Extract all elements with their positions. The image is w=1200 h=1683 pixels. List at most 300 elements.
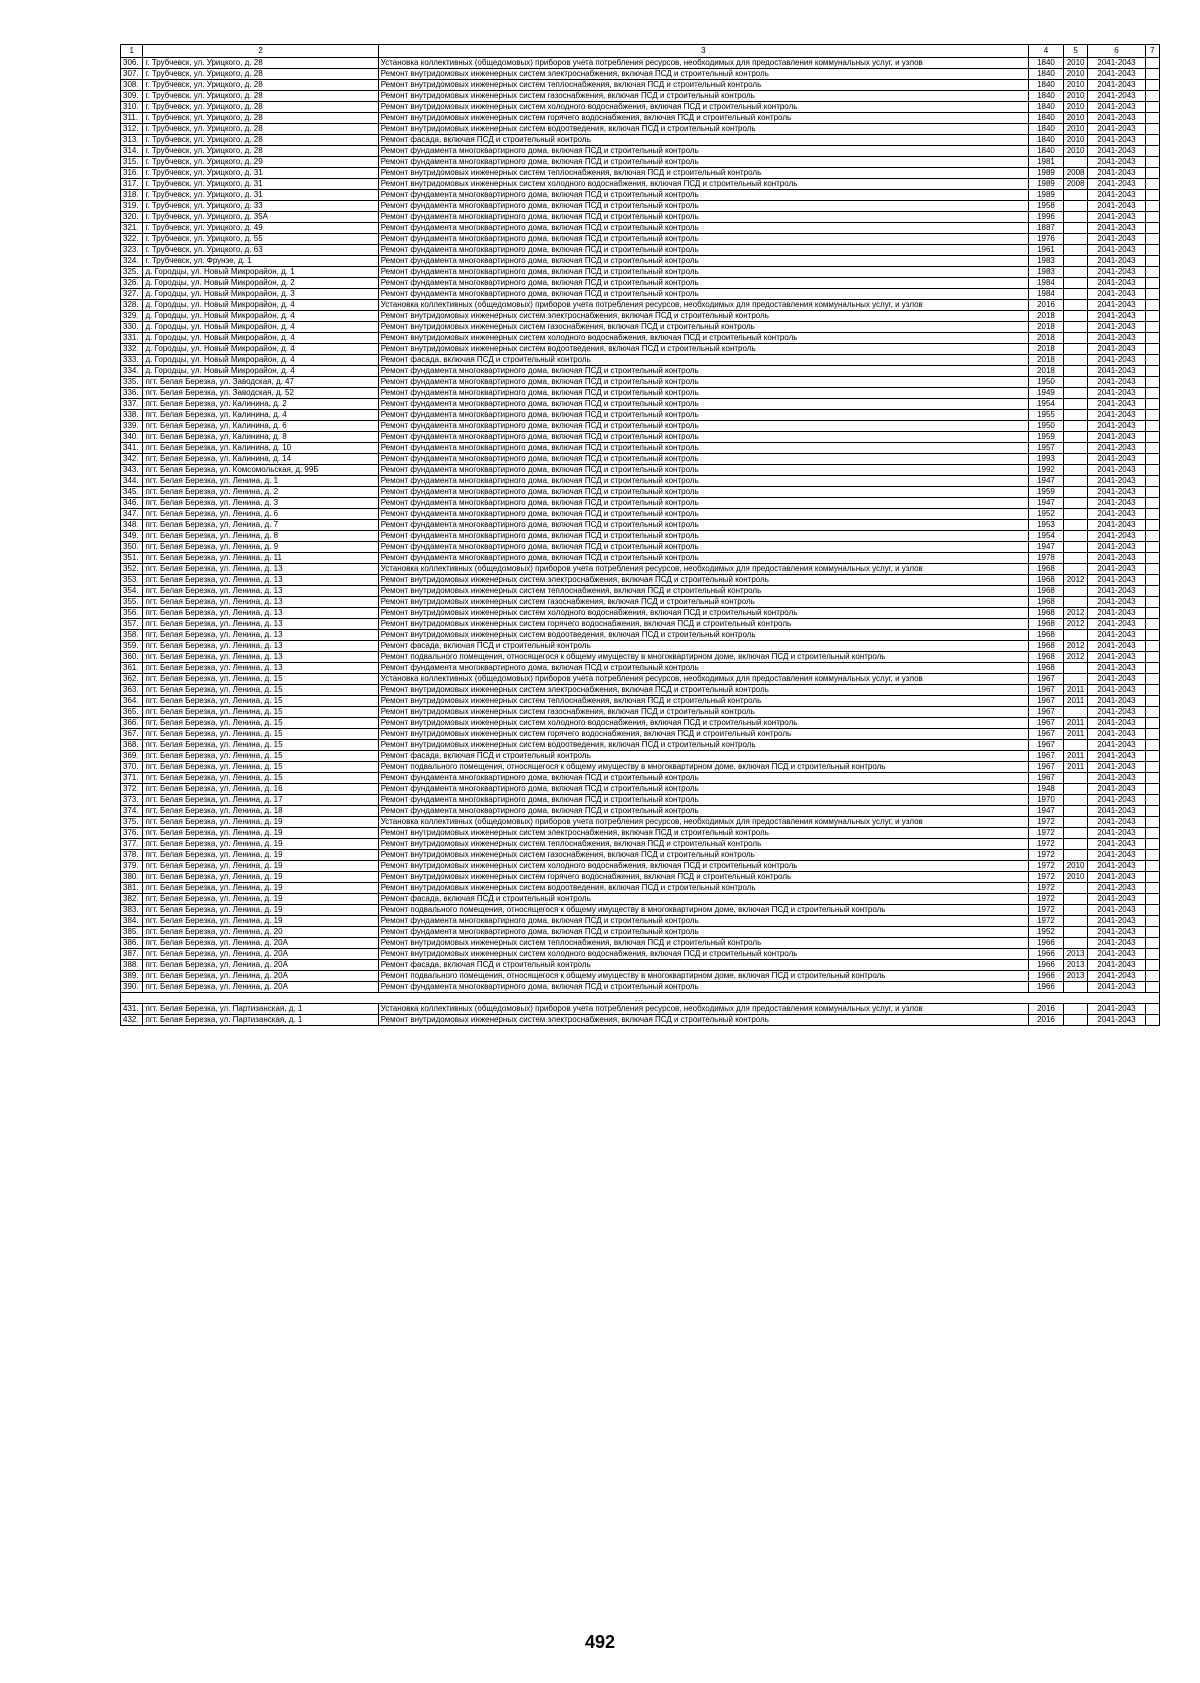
address-cell: пгт. Белая Березка, ул. Ленина, д. 13 [143,619,378,630]
work-type-cell: Ремонт внутридомовых инженерных систем электроснабжения, включая ПСД и строительный контроль [378,828,1028,839]
work-type-cell: Ремонт фундамента многоквартирного дома, включая ПСД и строительный контроль [378,520,1028,531]
year-built-cell: 1983 [1029,256,1064,267]
address-cell: пгт. Белая Березка, ул. Ленина, д. 15 [143,729,378,740]
row-number: 344. [121,476,143,487]
planned-period-cell: 2041-2043 [1088,311,1145,322]
address-cell: г. Трубчевск, ул. Урицкого, д. 29 [143,157,378,168]
planned-period-cell: 2041-2043 [1088,190,1145,201]
work-type-cell: Ремонт фасада, включая ПСД и строительный контроль [378,751,1028,762]
blank-cell [1145,344,1159,355]
blank-cell [1145,960,1159,971]
row-number: 328. [121,300,143,311]
column-header: 5 [1063,45,1088,58]
row-number: 379. [121,861,143,872]
row-number: 334. [121,366,143,377]
work-type-cell: Ремонт фундамента многоквартирного дома, включая ПСД и строительный контроль [378,454,1028,465]
blank-cell [1145,289,1159,300]
planned-period-cell: 2041-2043 [1088,465,1145,476]
address-cell: г. Трубчевск, ул. Урицкого, д. 28 [143,124,378,135]
year-built-cell: 1952 [1029,927,1064,938]
table-row [121,498,1160,509]
blank-cell [1145,597,1159,608]
repair-year-cell [1063,322,1088,333]
table-row [121,443,1160,454]
work-type-cell: Установка коллективных (общедомовых) приборов учета потребления ресурсов, необходимых для предоставления коммунальных услуг, и узлов [378,564,1028,575]
repair-year-cell: 2012 [1063,619,1088,630]
work-type-cell: Установка коллективных (общедомовых) приборов учета потребления ресурсов, необходимых для предоставления коммунальных услуг, и узлов [378,58,1028,69]
repair-year-cell [1063,487,1088,498]
year-built-cell: 2016 [1029,300,1064,311]
table-row [121,960,1160,971]
blank-cell [1145,1004,1159,1015]
table-row [121,135,1160,146]
planned-period-cell: 2041-2043 [1088,377,1145,388]
table-row [121,850,1160,861]
blank-cell [1145,333,1159,344]
row-number: 321. [121,223,143,234]
table-row [121,828,1160,839]
repair-year-cell [1063,289,1088,300]
planned-period-cell: 2041-2043 [1088,982,1145,993]
address-cell: пгт. Белая Березка, ул. Ленина, д. 20А [143,960,378,971]
address-cell: пгт. Белая Березка, ул. Калинина, д. 10 [143,443,378,454]
address-cell: пгт. Белая Березка, ул. Ленина, д. 13 [143,597,378,608]
planned-period-cell: 2041-2043 [1088,751,1145,762]
work-type-cell: Ремонт фундамента многоквартирного дома, включая ПСД и строительный контроль [378,421,1028,432]
year-built-cell: 2016 [1029,1004,1064,1015]
repair-year-cell [1063,916,1088,927]
table-row [121,69,1160,80]
year-built-cell: 2016 [1029,1015,1064,1026]
blank-cell [1145,861,1159,872]
work-type-cell: Ремонт фундамента многоквартирного дома, включая ПСД и строительный контроль [378,443,1028,454]
table-row [121,399,1160,410]
blank-cell [1145,498,1159,509]
blank-cell [1145,245,1159,256]
table-row [121,597,1160,608]
year-built-cell: 1947 [1029,498,1064,509]
year-built-cell: 1996 [1029,212,1064,223]
planned-period-cell: 2041-2043 [1088,432,1145,443]
row-number: 383. [121,905,143,916]
planned-period-cell: 2041-2043 [1088,696,1145,707]
table-row [121,476,1160,487]
planned-period-cell: 2041-2043 [1088,806,1145,817]
planned-period-cell: 2041-2043 [1088,773,1145,784]
work-type-cell: Ремонт внутридомовых инженерных систем горячего водоснабжения, включая ПСД и строительный контроль [378,729,1028,740]
work-type-cell: Ремонт фундамента многоквартирного дома, включая ПСД и строительный контроль [378,795,1028,806]
planned-period-cell: 2041-2043 [1088,762,1145,773]
year-built-cell: 1968 [1029,619,1064,630]
row-number: 363. [121,685,143,696]
address-cell: д. Городцы, ул. Новый Микрорайон, д. 4 [143,300,378,311]
table-row [121,542,1160,553]
table-row [121,564,1160,575]
table-row [121,146,1160,157]
column-header: 3 [378,45,1028,58]
address-cell: пгт. Белая Березка, ул. Калинина, д. 4 [143,410,378,421]
work-type-cell: Установка коллективных (общедомовых) приборов учета потребления ресурсов, необходимых для предоставления коммунальных услуг, и узлов [378,674,1028,685]
address-cell: г. Трубчевск, ул. Урицкого, д. 31 [143,190,378,201]
work-type-cell: Ремонт фундамента многоквартирного дома, включая ПСД и строительный контроль [378,553,1028,564]
year-built-cell: 2018 [1029,311,1064,322]
blank-cell [1145,223,1159,234]
repair-year-cell: 2010 [1063,102,1088,113]
address-cell: пгт. Белая Березка, ул. Заводская, д. 52 [143,388,378,399]
year-built-cell: 1972 [1029,817,1064,828]
row-number: 355. [121,597,143,608]
blank-cell [1145,311,1159,322]
repair-year-cell: 2013 [1063,960,1088,971]
repair-year-cell [1063,564,1088,575]
table-row [121,388,1160,399]
table-row [121,333,1160,344]
blank-cell [1145,916,1159,927]
table-row [121,234,1160,245]
work-type-cell: Ремонт внутридомовых инженерных систем водоотведения, включая ПСД и строительный контроль [378,124,1028,135]
table-row [121,377,1160,388]
blank-cell [1145,817,1159,828]
row-number: 352. [121,564,143,575]
repair-year-cell [1063,377,1088,388]
address-cell: г. Трубчевск, ул. Урицкого, д. 28 [143,91,378,102]
year-built-cell: 1972 [1029,828,1064,839]
year-built-cell: 1949 [1029,388,1064,399]
address-cell: пгт. Белая Березка, ул. Калинина, д. 2 [143,399,378,410]
address-cell: д. Городцы, ул. Новый Микрорайон, д. 2 [143,278,378,289]
work-type-cell: Ремонт фундамента многоквартирного дома, включая ПСД и строительный контроль [378,256,1028,267]
planned-period-cell: 2041-2043 [1088,872,1145,883]
planned-period-cell: 2041-2043 [1088,531,1145,542]
blank-cell [1145,234,1159,245]
year-built-cell: 1968 [1029,597,1064,608]
work-type-cell: Ремонт подвального помещения, относящегося к общему имуществу в многоквартирном доме, включая ПСД и строительный контроль [378,652,1028,663]
blank-cell [1145,157,1159,168]
work-type-cell: Ремонт фундамента многоквартирного дома, включая ПСД и строительный контроль [378,201,1028,212]
blank-cell [1145,762,1159,773]
table-row [121,410,1160,421]
planned-period-cell: 2041-2043 [1088,564,1145,575]
address-cell: пгт. Белая Березка, ул. Ленина, д. 9 [143,542,378,553]
year-built-cell: 1984 [1029,278,1064,289]
repair-year-cell: 2012 [1063,652,1088,663]
table-row [121,168,1160,179]
row-number: 378. [121,850,143,861]
work-type-cell: Ремонт внутридомовых инженерных систем холодного водоснабжения, включая ПСД и строительный контроль [378,718,1028,729]
address-cell: г. Трубчевск, ул. Урицкого, д. 28 [143,146,378,157]
work-type-cell: Ремонт фундамента многоквартирного дома, включая ПСД и строительный контроль [378,916,1028,927]
address-cell: г. Трубчевск, ул. Урицкого, д. 31 [143,168,378,179]
work-type-cell: Ремонт фундамента многоквартирного дома, включая ПСД и строительный контроль [378,509,1028,520]
address-cell: пгт. Белая Березка, ул. Ленина, д. 15 [143,674,378,685]
blank-cell [1145,443,1159,454]
year-built-cell: 1968 [1029,564,1064,575]
row-number: 360. [121,652,143,663]
repair-year-cell [1063,366,1088,377]
blank-cell [1145,300,1159,311]
repair-year-cell: 2012 [1063,608,1088,619]
planned-period-cell: 2041-2043 [1088,916,1145,927]
row-number: 316. [121,168,143,179]
planned-period-cell: 2041-2043 [1088,597,1145,608]
repair-year-cell [1063,201,1088,212]
planned-period-cell: 2041-2043 [1088,443,1145,454]
year-built-cell: 1952 [1029,509,1064,520]
address-cell: пгт. Белая Березка, ул. Ленина, д. 20А [143,971,378,982]
work-type-cell: Ремонт фундамента многоквартирного дома, включая ПСД и строительный контроль [378,487,1028,498]
blank-cell [1145,696,1159,707]
repair-year-cell [1063,707,1088,718]
row-number: 306. [121,58,143,69]
row-number: 319. [121,201,143,212]
omitted-rows-marker: … [121,993,1160,1004]
blank-cell [1145,729,1159,740]
address-cell: пгт. Белая Березка, ул. Ленина, д. 19 [143,828,378,839]
table-row [121,509,1160,520]
row-number: 312. [121,124,143,135]
work-type-cell: Ремонт фундамента многоквартирного дома, включая ПСД и строительный контроль [378,388,1028,399]
year-built-cell: 1840 [1029,69,1064,80]
address-cell: пгт. Белая Березка, ул. Ленина, д. 15 [143,762,378,773]
repair-year-cell [1063,553,1088,564]
address-cell: пгт. Белая Березка, ул. Партизанская, д. 1 [143,1015,378,1026]
repair-year-cell: 2012 [1063,641,1088,652]
blank-cell [1145,355,1159,366]
planned-period-cell: 2041-2043 [1088,971,1145,982]
blank-cell [1145,278,1159,289]
row-number: 322. [121,234,143,245]
table-row [121,784,1160,795]
blank-cell [1145,894,1159,905]
planned-period-cell: 2041-2043 [1088,652,1145,663]
work-type-cell: Ремонт фундамента многоквартирного дома, включая ПСД и строительный контроль [378,234,1028,245]
column-header: 1 [121,45,143,58]
address-cell: пгт. Белая Березка, ул. Ленина, д. 17 [143,795,378,806]
repair-year-cell: 2010 [1063,124,1088,135]
blank-cell [1145,553,1159,564]
year-built-cell: 1967 [1029,751,1064,762]
address-cell: пгт. Белая Березка, ул. Калинина, д. 14 [143,454,378,465]
planned-period-cell: 2041-2043 [1088,80,1145,91]
repair-year-cell [1063,531,1088,542]
address-cell: пгт. Белая Березка, ул. Ленина, д. 8 [143,531,378,542]
year-built-cell: 1840 [1029,135,1064,146]
blank-cell [1145,795,1159,806]
address-cell: пгт. Белая Березка, ул. Ленина, д. 19 [143,872,378,883]
address-cell: пгт. Белая Березка, ул. Ленина, д. 15 [143,751,378,762]
repair-year-cell [1063,795,1088,806]
planned-period-cell: 2041-2043 [1088,454,1145,465]
capital-repair-table [120,44,1160,1026]
row-number: 345. [121,487,143,498]
blank-cell [1145,872,1159,883]
repair-year-cell [1063,300,1088,311]
planned-period-cell: 2041-2043 [1088,366,1145,377]
blank-cell [1145,190,1159,201]
address-cell: пгт. Белая Березка, ул. Ленина, д. 20А [143,949,378,960]
row-number: 327. [121,289,143,300]
blank-cell [1145,135,1159,146]
work-type-cell: Ремонт фундамента многоквартирного дома, включая ПСД и строительный контроль [378,432,1028,443]
year-built-cell: 1968 [1029,641,1064,652]
repair-year-cell [1063,344,1088,355]
address-cell: пгт. Белая Березка, ул. Ленина, д. 15 [143,773,378,784]
work-type-cell: Ремонт внутридомовых инженерных систем водоотведения, включая ПСД и строительный контроль [378,883,1028,894]
blank-cell [1145,982,1159,993]
repair-year-cell: 2010 [1063,69,1088,80]
planned-period-cell: 2041-2043 [1088,575,1145,586]
row-number: 384. [121,916,143,927]
work-type-cell: Ремонт внутридомовых инженерных систем теплоснабжения, включая ПСД и строительный контроль [378,80,1028,91]
address-cell: г. Трубчевск, ул. Урицкого, д. 28 [143,58,378,69]
blank-cell [1145,531,1159,542]
year-built-cell: 1967 [1029,718,1064,729]
table-row [121,520,1160,531]
work-type-cell: Ремонт внутридомовых инженерных систем теплоснабжения, включая ПСД и строительный контроль [378,839,1028,850]
year-built-cell: 1955 [1029,410,1064,421]
table-row [121,432,1160,443]
work-type-cell: Ремонт внутридомовых инженерных систем холодного водоснабжения, включая ПСД и строительный контроль [378,861,1028,872]
planned-period-cell: 2041-2043 [1088,245,1145,256]
year-built-cell: 1840 [1029,146,1064,157]
year-built-cell: 1972 [1029,872,1064,883]
repair-year-cell: 2013 [1063,949,1088,960]
blank-cell [1145,1015,1159,1026]
year-built-cell: 1967 [1029,773,1064,784]
row-number: 431. [121,1004,143,1015]
planned-period-cell: 2041-2043 [1088,234,1145,245]
row-number: 338. [121,410,143,421]
year-built-cell: 1966 [1029,960,1064,971]
work-type-cell: Ремонт фундамента многоквартирного дома, включая ПСД и строительный контроль [378,773,1028,784]
planned-period-cell: 2041-2043 [1088,201,1145,212]
planned-period-cell: 2041-2043 [1088,388,1145,399]
blank-cell [1145,432,1159,443]
blank-cell [1145,938,1159,949]
row-number: 325. [121,267,143,278]
year-built-cell: 1972 [1029,916,1064,927]
address-cell: г. Трубчевск, ул. Урицкого, д. 63 [143,245,378,256]
year-built-cell: 1972 [1029,839,1064,850]
blank-cell [1145,773,1159,784]
table-row [121,652,1160,663]
planned-period-cell: 2041-2043 [1088,839,1145,850]
address-cell: пгт. Белая Березка, ул. Ленина, д. 13 [143,564,378,575]
repair-year-cell [1063,443,1088,454]
year-built-cell: 1948 [1029,784,1064,795]
repair-year-cell [1063,311,1088,322]
table-row [121,212,1160,223]
year-built-cell: 1947 [1029,476,1064,487]
blank-cell [1145,663,1159,674]
year-built-cell: 1953 [1029,520,1064,531]
row-number: 382. [121,894,143,905]
blank-cell [1145,641,1159,652]
blank-cell [1145,806,1159,817]
work-type-cell: Установка коллективных (общедомовых) приборов учета потребления ресурсов, необходимых для предоставления коммунальных услуг, и узлов [378,300,1028,311]
row-number: 354. [121,586,143,597]
year-built-cell: 1966 [1029,982,1064,993]
address-cell: пгт. Белая Березка, ул. Ленина, д. 19 [143,894,378,905]
planned-period-cell: 2041-2043 [1088,168,1145,179]
row-number: 375. [121,817,143,828]
table-row [121,124,1160,135]
year-built-cell: 1972 [1029,894,1064,905]
repair-year-cell [1063,278,1088,289]
year-built-cell: 2018 [1029,344,1064,355]
blank-cell [1145,839,1159,850]
blank-cell [1145,201,1159,212]
address-cell: г. Трубчевск, ул. Урицкого, д. 35А [143,212,378,223]
work-type-cell: Ремонт фундамента многоквартирного дома, включая ПСД и строительный контроль [378,542,1028,553]
planned-period-cell: 2041-2043 [1088,894,1145,905]
address-cell: д. Городцы, ул. Новый Микрорайон, д. 1 [143,267,378,278]
document-sheet [120,44,1160,1026]
address-cell: пгт. Белая Березка, ул. Ленина, д. 15 [143,696,378,707]
table-row [121,201,1160,212]
row-number: 318. [121,190,143,201]
row-number: 356. [121,608,143,619]
row-number: 314. [121,146,143,157]
table-row [121,608,1160,619]
year-built-cell: 1840 [1029,58,1064,69]
blank-cell [1145,542,1159,553]
year-built-cell: 1840 [1029,102,1064,113]
blank-cell [1145,487,1159,498]
planned-period-cell: 2041-2043 [1088,949,1145,960]
planned-period-cell: 2041-2043 [1088,476,1145,487]
table-row [121,465,1160,476]
repair-year-cell [1063,410,1088,421]
year-built-cell: 1954 [1029,399,1064,410]
year-built-cell: 1984 [1029,289,1064,300]
planned-period-cell: 2041-2043 [1088,553,1145,564]
table-row [121,223,1160,234]
blank-cell [1145,751,1159,762]
year-built-cell: 1966 [1029,949,1064,960]
planned-period-cell: 2041-2043 [1088,157,1145,168]
planned-period-cell: 2041-2043 [1088,927,1145,938]
row-number: 371. [121,773,143,784]
table-row [121,861,1160,872]
planned-period-cell: 2041-2043 [1088,784,1145,795]
row-number: 388. [121,960,143,971]
year-built-cell: 1840 [1029,91,1064,102]
repair-year-cell [1063,740,1088,751]
blank-cell [1145,124,1159,135]
blank-cell [1145,267,1159,278]
address-cell: пгт. Белая Березка, ул. Ленина, д. 19 [143,916,378,927]
row-number: 372. [121,784,143,795]
year-built-cell: 1887 [1029,223,1064,234]
repair-year-cell [1063,894,1088,905]
blank-cell [1145,685,1159,696]
row-number: 370. [121,762,143,773]
row-number: 309. [121,91,143,102]
planned-period-cell: 2041-2043 [1088,630,1145,641]
table-row [121,256,1160,267]
table-row [121,982,1160,993]
row-number: 358. [121,630,143,641]
year-built-cell: 1950 [1029,377,1064,388]
blank-cell [1145,971,1159,982]
planned-period-cell: 2041-2043 [1088,619,1145,630]
repair-year-cell: 2008 [1063,179,1088,190]
repair-year-cell [1063,828,1088,839]
year-built-cell: 1968 [1029,608,1064,619]
repair-year-cell: 2008 [1063,168,1088,179]
planned-period-cell: 2041-2043 [1088,91,1145,102]
